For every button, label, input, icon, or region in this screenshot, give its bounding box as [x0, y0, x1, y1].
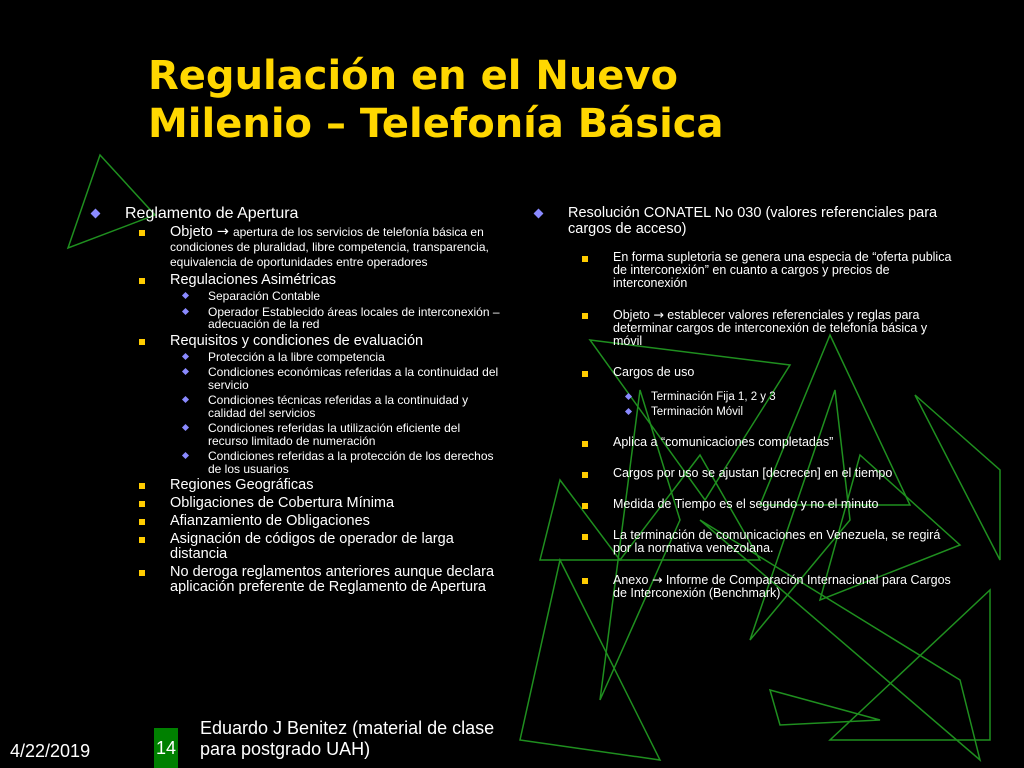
title-line-1: Regulación en el Nuevo [148, 53, 678, 99]
list-item: La terminación de comunicaciones en Venezuela, se regirá por la normativa venezolana. [568, 529, 953, 555]
footer-author [200, 718, 494, 760]
requisitos-label: Requisitos y condiciones de evaluación [170, 332, 424, 349]
right-heading: Resolución CONATEL No 030 (valores referenciales para cargos de acceso) [568, 205, 938, 237]
slide-title [148, 52, 968, 148]
list-item: Afianzamiento de Obligaciones [125, 514, 500, 529]
left-column [90, 205, 500, 598]
list-item: Obligaciones de Cobertura Mínima [125, 496, 500, 511]
list-item: Protección a la libre competencia [170, 351, 500, 364]
requisitos-sublist [170, 351, 500, 476]
list-item [568, 308, 953, 348]
list-item: Condiciones económicas referidas a la continuidad del servicio [170, 366, 500, 391]
list-item [90, 205, 500, 595]
left-heading: Reglamento de Apertura [125, 205, 299, 222]
list-item: Aplica a “comunicaciones completadas” [568, 436, 953, 449]
left-sublist [125, 225, 500, 595]
arrow-icon: → [216, 224, 229, 240]
objeto-label: Objeto [170, 224, 213, 240]
deco-triangle-12 [770, 690, 880, 725]
list-item: Condiciones referidas la utilización eficiente del recurso limitado de numeración [170, 422, 500, 447]
list-item: Terminación Móvil [613, 406, 953, 419]
cargos-sublist [568, 391, 953, 418]
list-item: Condiciones técnicas referidas a la continuidad y calidad del servicios [170, 394, 500, 419]
regulaciones-label: Regulaciones Asimétricas [170, 272, 337, 288]
right-column [533, 205, 953, 618]
arrow-icon: → [653, 307, 664, 322]
objeto-label: Objeto [613, 308, 650, 322]
list-item: Medida de Tiempo es el segundo y no el minuto [568, 498, 953, 511]
footer-date: 4/22/2019 [10, 741, 91, 761]
list-item: Regiones Geográficas [125, 478, 500, 493]
right-sublist-continued [568, 436, 953, 600]
list-item: Asignación de códigos de operador de larga distancia [125, 532, 500, 562]
author-line-1: Eduardo J Benitez (material de clase [200, 718, 495, 738]
list-item: Terminación Fija 1, 2 y 3 [613, 391, 953, 404]
arrow-icon: → [651, 572, 663, 587]
list-item [125, 225, 500, 270]
left-bullet-list [90, 205, 500, 595]
list-item [568, 366, 953, 379]
list-item: Operador Establecido áreas locales de interconexión – adecuación de la red [170, 306, 500, 331]
regulaciones-sublist [170, 290, 500, 331]
page-number: 14 [154, 728, 178, 768]
list-item: Separación Contable [170, 290, 500, 303]
list-item [125, 334, 500, 476]
anexo-label: Anexo [613, 573, 649, 587]
list-item: Cargos por uso se ajustan [decrecen] en el tiempo [568, 467, 953, 480]
author-line-2: para postgrado UAH) [200, 739, 371, 759]
anexo-text: Informe de Comparación Internacional para Cargos de Interconexión (Benchmark) [613, 573, 951, 600]
objeto-text: establecer valores referenciales y reglas para determinar cargos de interconexión de telefonía básica y móvil [613, 308, 928, 348]
right-bullet-list [533, 205, 953, 600]
list-item [568, 573, 953, 600]
list-item: Condiciones referidas a la protección de los derechos de los usuarios [170, 450, 500, 475]
list-item [533, 205, 953, 600]
cargos-label: Cargos de uso [613, 365, 695, 379]
list-item: En forma supletoria se genera una especia de “oferta publica de interconexión” en cuanto a cargos y precios de interconexión [568, 251, 953, 290]
objeto-text: apertura de los servicios de telefonía básica en condiciones de pluralidad, libre competencia, transparencia, equivalencia de oportunidades entre operadores [170, 225, 489, 269]
title-line-2: Milenio – Telefonía Básica [148, 101, 724, 147]
right-sublist [568, 251, 953, 379]
list-item [125, 273, 500, 331]
list-item: No deroga reglamentos anteriores aunque declara aplicación preferente de Reglamento de Apertura [125, 565, 500, 595]
